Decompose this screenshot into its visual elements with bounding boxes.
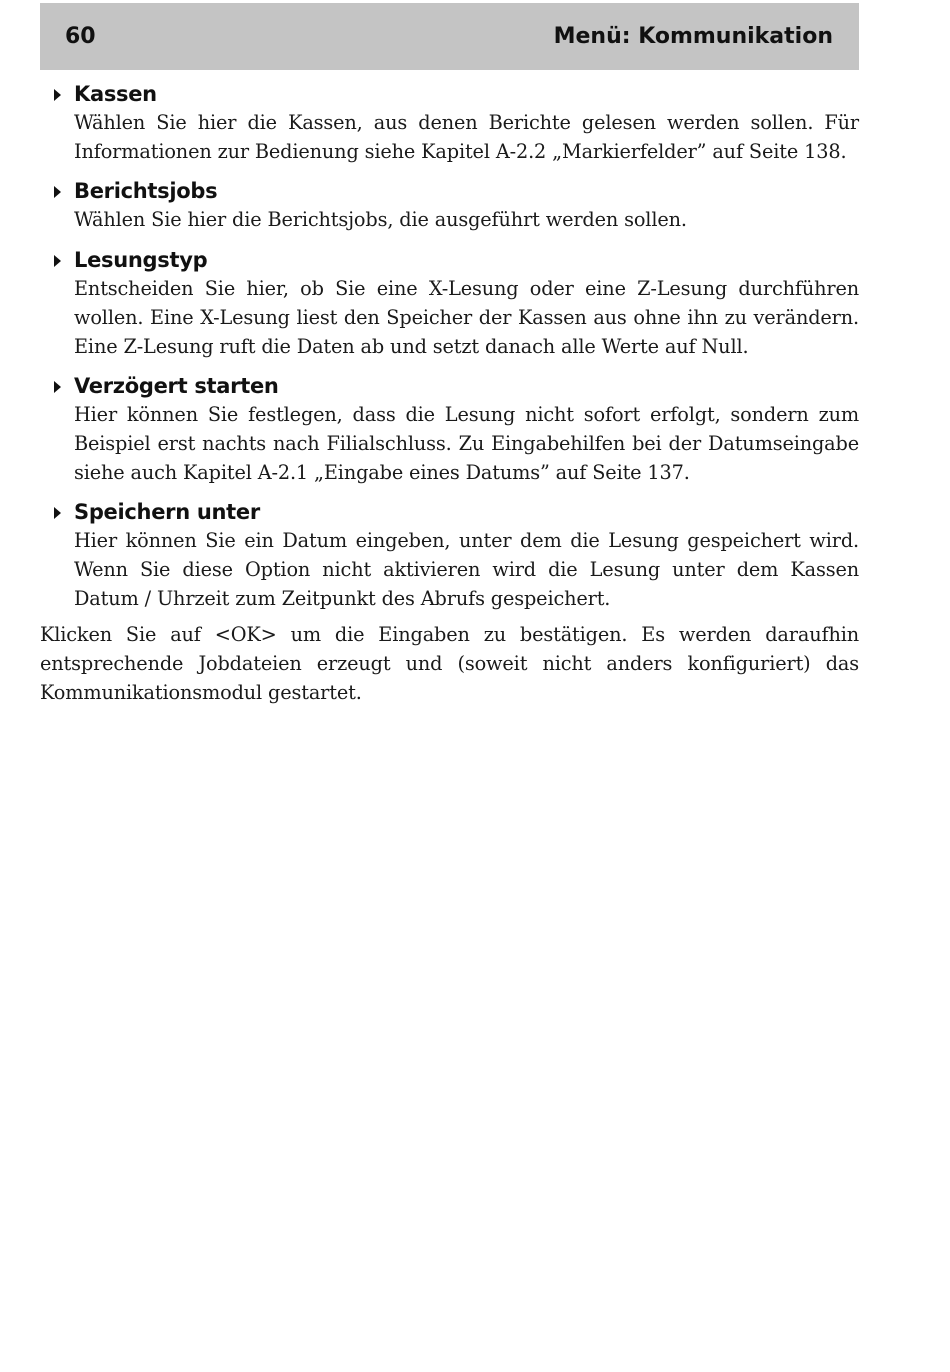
item-title: Lesungstyp: [74, 248, 208, 273]
triangle-bullet-icon: [54, 507, 61, 519]
closing-paragraph: Klicken Sie auf <OK> um die Eingaben zu bestätigen. Es werden daraufhin entsprechende Jobdateien erzeugt und (soweit nicht anders konfiguriert) das Kommunikationsmodul gestartet.: [40, 623, 859, 704]
triangle-bullet-icon: [54, 381, 61, 393]
list-item-verzoegert-starten: [40, 372, 859, 487]
list-item-kassen: [40, 80, 859, 166]
item-description: Wählen Sie hier die Kassen, aus denen Berichte gelesen werden sollen. Für Informationen zur Bedienung siehe Kapitel A-2.2 „Markierfelder” auf Seite 138.: [74, 111, 859, 163]
item-title: Verzögert starten: [74, 374, 279, 399]
page-header: [40, 3, 859, 70]
item-description: Wählen Sie hier die Berichtsjobs, die ausgeführt werden sollen.: [74, 208, 687, 232]
page-number: 60: [65, 24, 96, 49]
item-title: Kassen: [74, 82, 157, 106]
list-item-berichtsjobs: [40, 177, 859, 235]
item-description: Hier können Sie ein Datum eingeben, unter dem die Lesung gespeichert wird. Wenn Sie diese Option nicht aktivieren wird die Lesung unter dem Kassen Datum / Uhrzeit zum Zeitpunkt des Abrufs gespeichert.: [74, 529, 859, 610]
triangle-bullet-icon: [54, 89, 61, 101]
triangle-bullet-icon: [54, 255, 61, 267]
item-title: Berichtsjobs: [74, 179, 218, 204]
item-description: Hier können Sie festlegen, dass die Lesung nicht sofort erfolgt, sondern zum Beispiel erst nachts nach Filialschluss. Zu Eingabehilfen bei der Datumseingabe siehe auch Kapitel A-2.1 „Eingabe eines Datums” auf Seite 137.: [74, 403, 859, 484]
list-item-lesungstyp: [40, 246, 859, 361]
item-description: Entscheiden Sie hier, ob Sie eine X-Lesung oder eine Z-Lesung durchführen wollen. Eine X-Lesung liest den Speicher der Kassen aus ohne ihn zu verändern. Eine Z-Lesung ruft die Daten ab und setzt danach alle Werte auf Null.: [74, 277, 859, 358]
section-title: Menü: Kommunikation: [553, 24, 833, 49]
triangle-bullet-icon: [54, 186, 61, 198]
item-title: Speichern unter: [74, 500, 260, 525]
page-content: [40, 80, 859, 708]
list-item-speichern-unter: [40, 498, 859, 613]
